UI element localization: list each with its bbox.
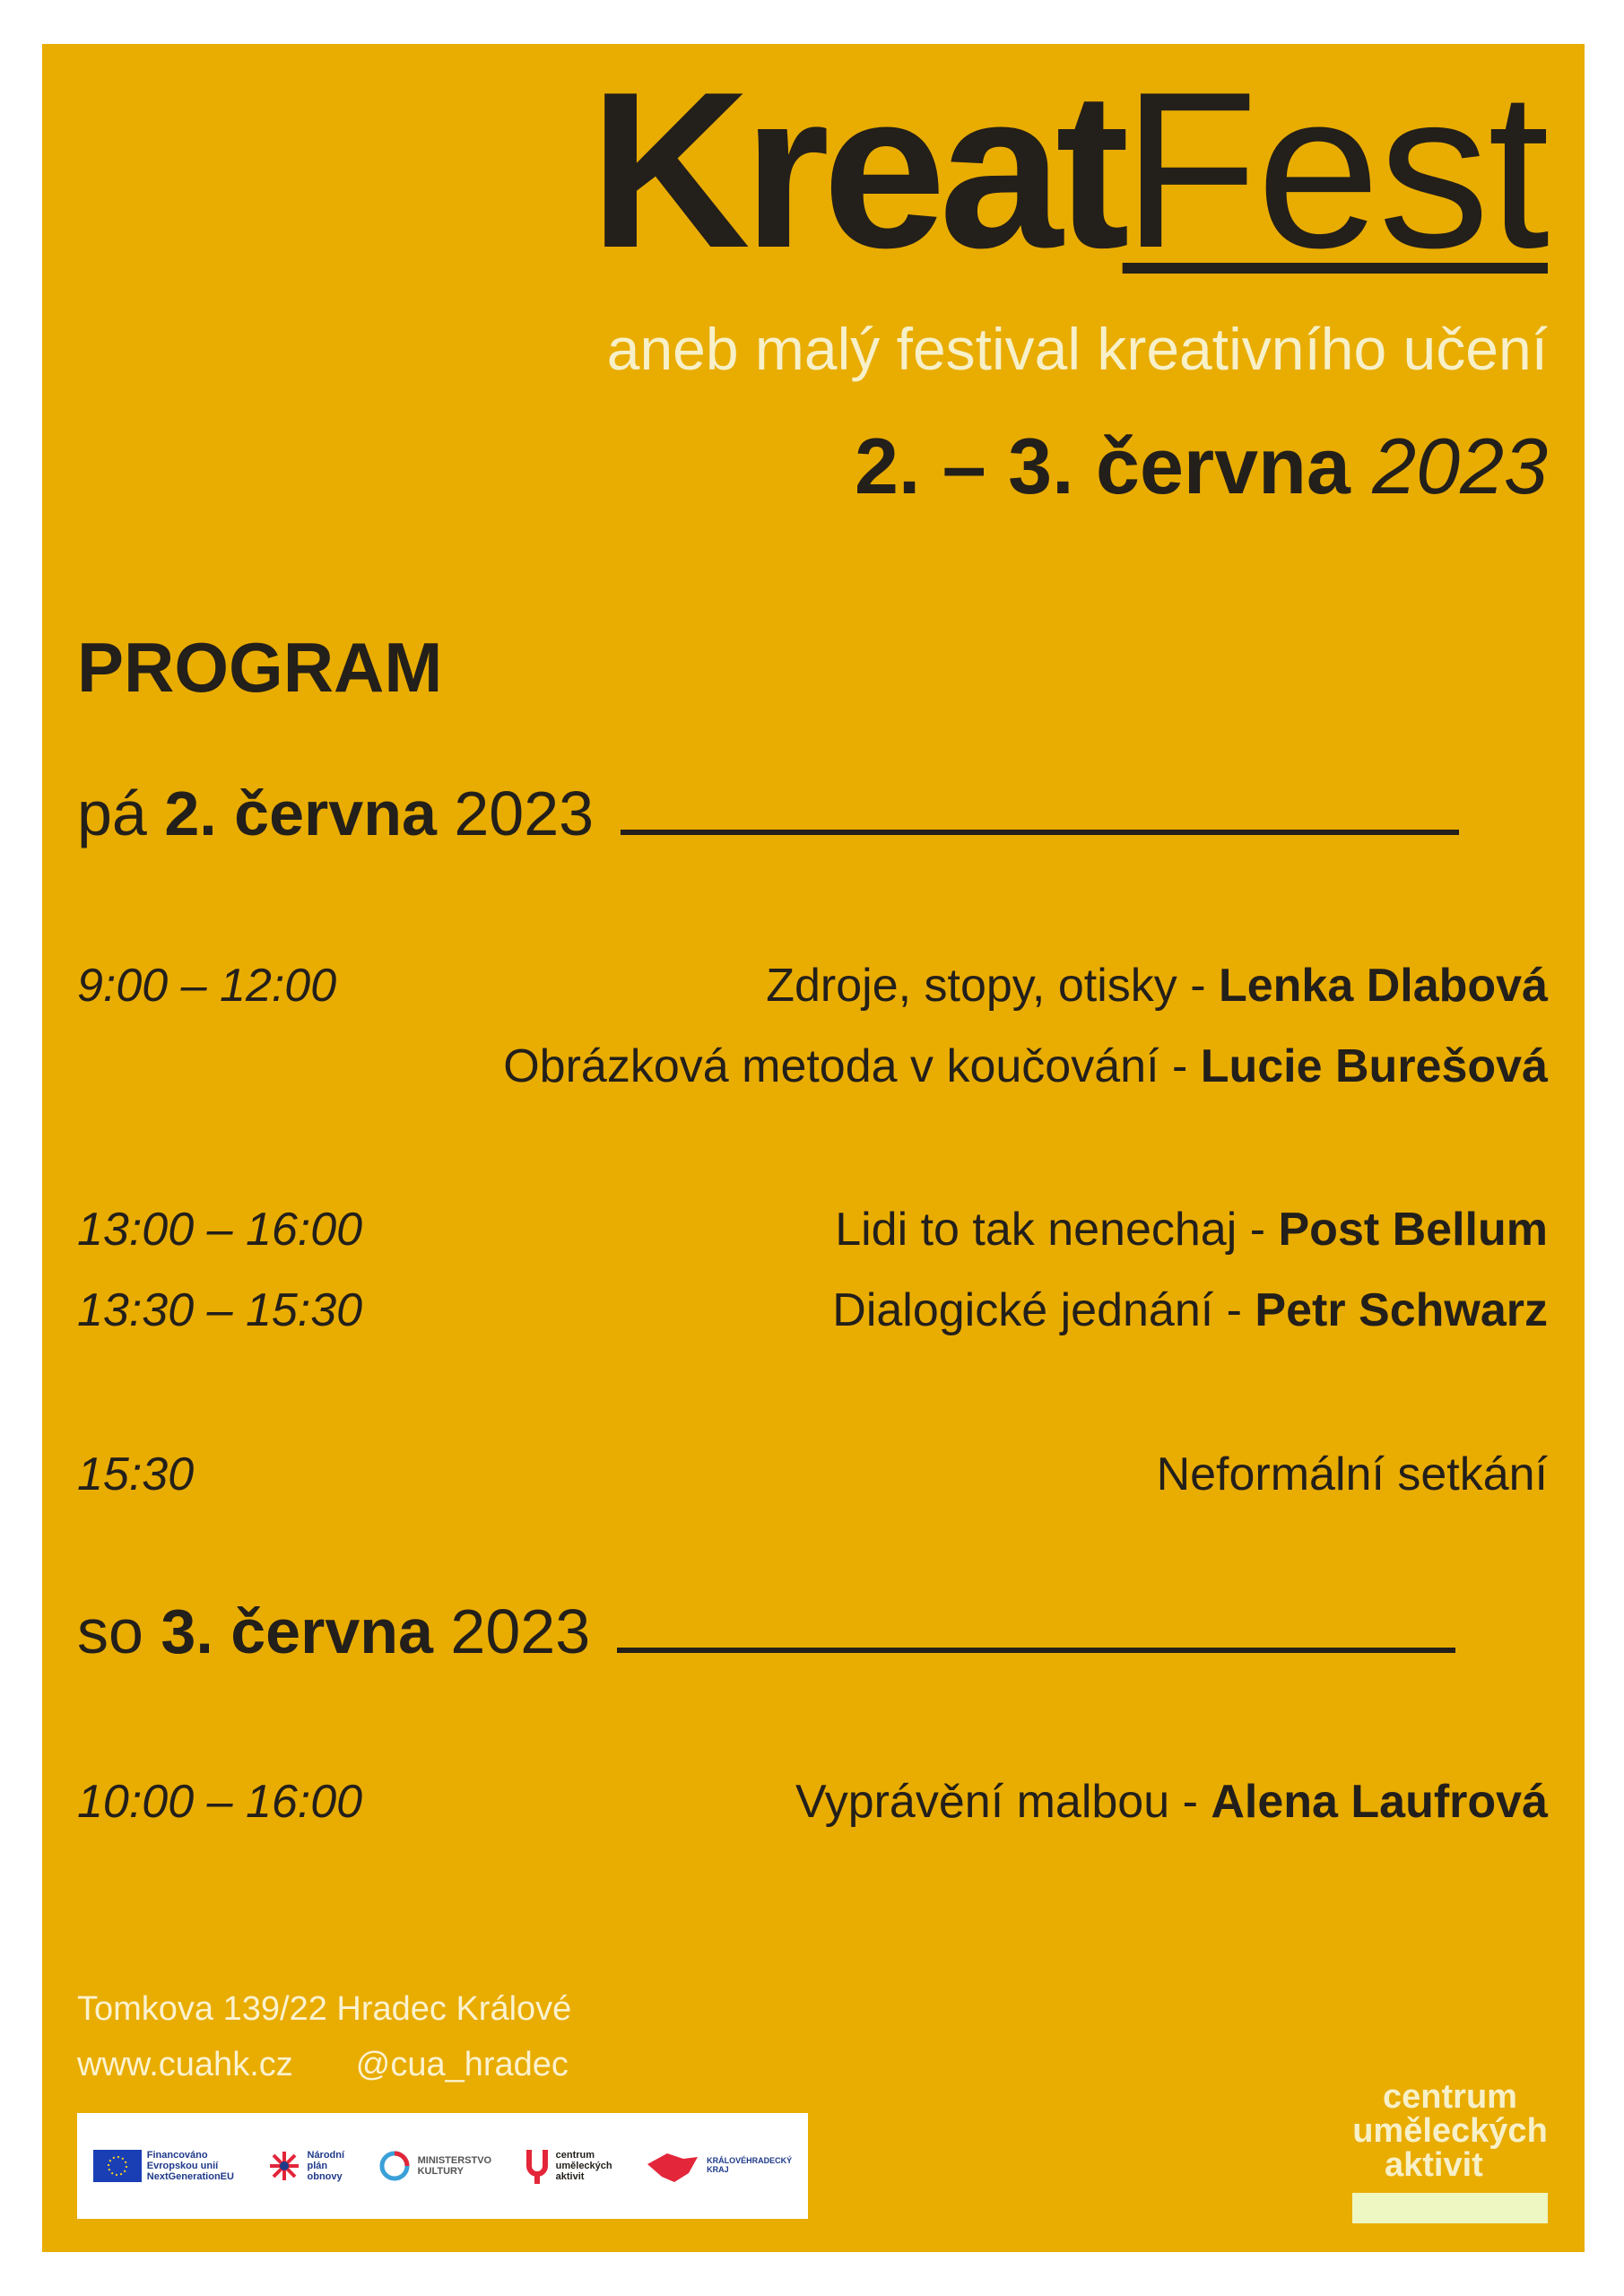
cua-logo-line: uměleckých	[1352, 2112, 1548, 2150]
program-item	[77, 1448, 1548, 1510]
program-item	[77, 1203, 1548, 1265]
item-time: 15:30	[77, 1448, 195, 1500]
item-title: Neformální setkání	[1156, 1448, 1548, 1500]
program-item	[77, 1283, 1548, 1346]
item-event	[795, 1775, 1548, 1829]
item-time: 10:00 – 16:00	[77, 1776, 363, 1828]
day-prefix: pá	[77, 778, 147, 848]
item-speaker: Lucie Burešová	[1200, 1040, 1548, 1092]
day-year: 2023	[450, 1596, 591, 1666]
dates-main: 2. – 3. června	[854, 422, 1350, 510]
item-title: Dialogické jednání -	[832, 1284, 1255, 1336]
item-event	[503, 1039, 1548, 1093]
cua-logo-line: aktivit	[1385, 2146, 1483, 2184]
cua-logo-line: centrum	[1383, 2078, 1517, 2116]
cua-logo-bar	[1352, 2193, 1548, 2223]
item-event	[766, 959, 1548, 1013]
item-time: 13:30 – 15:30	[77, 1284, 363, 1336]
item-speaker: Alena Laufrová	[1211, 1776, 1548, 1828]
website-link[interactable]: www.cuahk.cz	[77, 2046, 293, 2083]
day-date: 3. června	[161, 1596, 433, 1666]
title-kreat: Kreat	[589, 45, 1123, 294]
ring-icon	[377, 2148, 413, 2184]
eu-flag-icon	[93, 2150, 142, 2182]
cua-logo	[1352, 2080, 1548, 2223]
partner-logos	[77, 2113, 808, 2219]
cua-small-logo-text: centrum uměleckých aktivit	[555, 2149, 612, 2183]
ministerstvo-kultury-logo	[377, 2148, 492, 2184]
festival-subtitle: aneb malý festival kreativního učení	[606, 316, 1548, 382]
item-event	[832, 1283, 1548, 1337]
eu-logo	[93, 2150, 234, 2182]
festival-title	[589, 45, 1548, 294]
item-time: 13:00 – 16:00	[77, 1204, 363, 1256]
program-item	[77, 1775, 1548, 1838]
day-date: 2. června	[164, 778, 437, 848]
item-time: 9:00 – 12:00	[77, 960, 337, 1012]
item-title: Lidi to tak nenechaj -	[835, 1204, 1279, 1256]
item-speaker: Petr Schwarz	[1255, 1284, 1548, 1336]
day-rule	[621, 830, 1459, 835]
day-heading-saturday	[77, 1596, 1455, 1667]
eu-logo-text: Financováno Evropskou unií NextGenerationEU	[146, 2149, 234, 2183]
khk-logo-text: KRÁLOVÉHRADECKÝ KRAJ	[707, 2156, 793, 2174]
program-item	[77, 1039, 1548, 1102]
day-heading-friday	[77, 778, 1459, 849]
program-heading: PROGRAM	[77, 628, 443, 707]
day-rule	[617, 1648, 1455, 1653]
item-title: Zdroje, stopy, otisky -	[766, 960, 1219, 1012]
region-shape-icon	[644, 2146, 701, 2186]
narodni-plan-obnovy-logo	[266, 2148, 345, 2184]
item-event	[1157, 1448, 1548, 1501]
item-speaker: Lenka Dlabová	[1218, 960, 1548, 1012]
poster	[42, 44, 1585, 2252]
contact-line	[77, 2046, 569, 2084]
title-fest: Fest	[1122, 45, 1548, 294]
item-event	[835, 1203, 1548, 1257]
day-prefix: so	[77, 1596, 143, 1666]
item-title: Obrázková metoda v koučování -	[503, 1040, 1201, 1092]
program-item	[77, 959, 1548, 1022]
kralovehradecky-kraj-logo	[644, 2146, 792, 2186]
dates-year: 2023	[1372, 422, 1548, 510]
festival-dates	[855, 421, 1548, 512]
day-year: 2023	[454, 778, 595, 848]
venue-address: Tomkova 139/22 Hradec Králové	[77, 1990, 572, 2028]
cua-small-logo	[524, 2146, 612, 2186]
item-speaker: Post Bellum	[1278, 1204, 1548, 1256]
social-handle[interactable]: @cua_hradec	[355, 2046, 569, 2083]
npo-logo-text: Národní plán obnovy	[307, 2149, 345, 2183]
item-title: Vyprávění malbou -	[795, 1776, 1211, 1828]
cua-mark-icon	[524, 2146, 551, 2186]
star-icon	[266, 2148, 302, 2184]
mk-logo-text: MINISTERSTVO KULTURY	[417, 2154, 492, 2177]
